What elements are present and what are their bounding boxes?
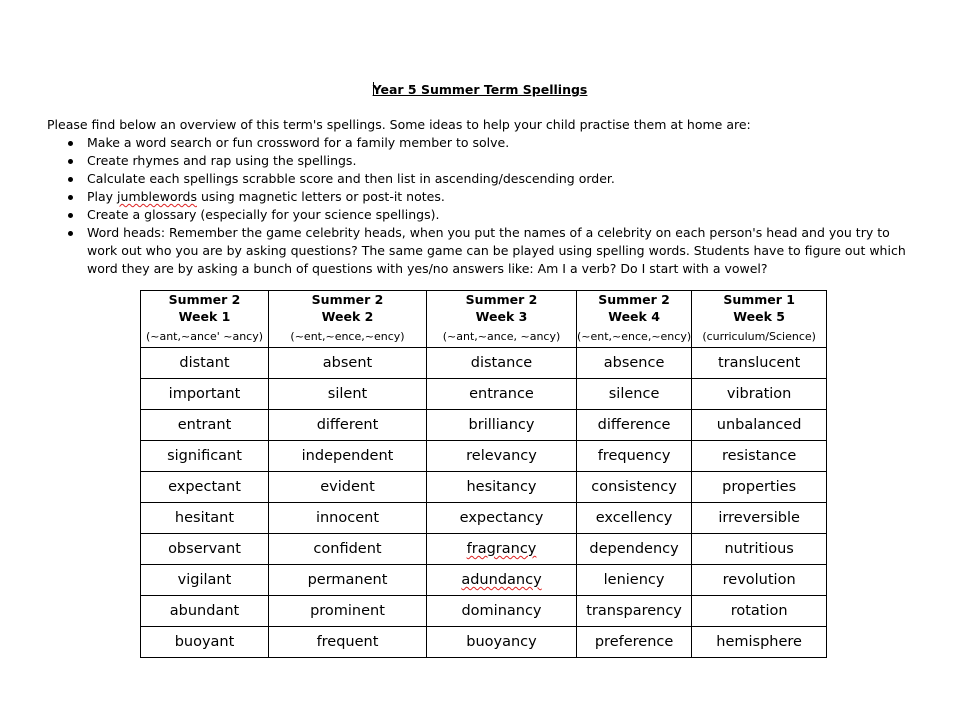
term-label: Summer 2 <box>598 292 670 307</box>
idea-item <box>47 152 917 170</box>
spelling-cell: dependency <box>577 534 692 565</box>
spelling-cell: translucent <box>692 348 827 379</box>
spelling-cell: absence <box>577 348 692 379</box>
table-row <box>141 627 827 658</box>
bullet-icon <box>68 141 73 146</box>
spelling-cell: different <box>269 410 427 441</box>
bullet-icon <box>68 177 73 182</box>
idea-item <box>47 206 917 224</box>
bullet-icon <box>68 213 73 218</box>
spelling-cell: innocent <box>269 503 427 534</box>
idea-text: Calculate each spellings scrabble score and then list in ascending/descending order. <box>87 171 615 186</box>
term-label: Summer 2 <box>168 292 241 307</box>
spelling-cell: buoyant <box>141 627 269 658</box>
bullet-icon <box>68 195 73 200</box>
spelling-cell: transparency <box>577 596 692 627</box>
idea-text: Play <box>87 189 118 204</box>
spelling-cell: entrance <box>427 379 577 410</box>
idea-text: Create a glossary (especially for your science spellings). <box>87 207 440 222</box>
header-row <box>141 291 827 326</box>
term-label: Summer 1 <box>723 292 795 307</box>
table-row <box>141 348 827 379</box>
spelling-cell: vibration <box>692 379 827 410</box>
spelling-cell: entrant <box>141 410 269 441</box>
idea-item <box>47 224 917 278</box>
spelling-cell: expectancy <box>427 503 577 534</box>
spelling-cell: adundancy <box>427 565 577 596</box>
spelling-cell: excellency <box>577 503 692 534</box>
table-row <box>141 472 827 503</box>
spellings-table <box>140 290 827 658</box>
intro-paragraph: Please find below an overview of this term's spellings. Some ideas to help your child practise them at home are: <box>47 117 751 132</box>
idea-text: Create rhymes and rap using the spellings. <box>87 153 357 168</box>
spelling-cell: evident <box>269 472 427 503</box>
term-label: Summer 2 <box>465 292 538 307</box>
spelling-cell: absent <box>269 348 427 379</box>
spelling-cell: rotation <box>692 596 827 627</box>
spelling-cell: silent <box>269 379 427 410</box>
spelling-cell: relevancy <box>427 441 577 472</box>
spelling-cell: dominancy <box>427 596 577 627</box>
spelling-cell: frequency <box>577 441 692 472</box>
spelling-cell: nutritious <box>692 534 827 565</box>
table-row <box>141 534 827 565</box>
term-label: Summer 2 <box>311 292 384 307</box>
spelling-cell: distant <box>141 348 269 379</box>
idea-text: Word heads: Remember the game celebrity heads, when you put the names of a celebrity on each person's head and you try to work out who you are by asking questions? The same game can be played using spelling words. Students have to figure out which word they are by asking a bunch of questions with yes/no answers like: Am I a verb? Do I start with a vowel? <box>87 225 906 276</box>
spelling-cell: frequent <box>269 627 427 658</box>
spelling-cell: consistency <box>577 472 692 503</box>
week-label: Week 5 <box>733 309 785 324</box>
table-row <box>141 565 827 596</box>
spelling-cell: unbalanced <box>692 410 827 441</box>
spelling-cell: irreversible <box>692 503 827 534</box>
spelling-cell: buoyancy <box>427 627 577 658</box>
idea-text: Make a word search or fun crossword for a family member to solve. <box>87 135 510 150</box>
week-label: Week 2 <box>321 309 374 324</box>
spelling-cell: confident <box>269 534 427 565</box>
table-row <box>141 503 827 534</box>
title-text: Year 5 Summer Term Spellings <box>372 82 588 97</box>
bullet-icon <box>68 159 73 164</box>
pattern-cell: (~ent,~ence,~ency) <box>577 325 692 348</box>
spelling-cell: important <box>141 379 269 410</box>
week-label: Week 4 <box>608 309 660 324</box>
spellings-body <box>141 348 827 658</box>
spelling-cell: fragrancy <box>427 534 577 565</box>
spelling-cell: hesitant <box>141 503 269 534</box>
bullet-icon <box>68 231 73 236</box>
spelling-cell: permanent <box>269 565 427 596</box>
pattern-cell: (~ant,~ance' ~ancy) <box>141 325 269 348</box>
idea-item <box>47 188 917 206</box>
pattern-cell: (~ent,~ence,~ency) <box>269 325 427 348</box>
table-row <box>141 441 827 472</box>
spelling-cell: significant <box>141 441 269 472</box>
spelling-cell: observant <box>141 534 269 565</box>
idea-item <box>47 134 917 152</box>
spelling-cell: properties <box>692 472 827 503</box>
pattern-row <box>141 325 827 348</box>
column-header <box>692 291 827 326</box>
spelling-cell: abundant <box>141 596 269 627</box>
spelling-cell: preference <box>577 627 692 658</box>
spelling-cell: vigilant <box>141 565 269 596</box>
pattern-cell: (curriculum/Science) <box>692 325 827 348</box>
table-row <box>141 410 827 441</box>
spelling-cell: leniency <box>577 565 692 596</box>
spelling-cell: brilliancy <box>427 410 577 441</box>
spelling-cell: silence <box>577 379 692 410</box>
spelling-cell: prominent <box>269 596 427 627</box>
spelling-cell: difference <box>577 410 692 441</box>
idea-text: using magnetic letters or post-it notes. <box>196 189 445 204</box>
spelling-cell: distance <box>427 348 577 379</box>
spelling-cell: hemisphere <box>692 627 827 658</box>
document-title <box>0 82 960 97</box>
table-row <box>141 379 827 410</box>
spelling-cell: revolution <box>692 565 827 596</box>
week-label: Week 3 <box>475 309 528 324</box>
spelling-cell: hesitancy <box>427 472 577 503</box>
spelling-cell: independent <box>269 441 427 472</box>
week-label: Week 1 <box>178 309 231 324</box>
column-header <box>269 291 427 326</box>
spelling-cell: resistance <box>692 441 827 472</box>
column-header <box>141 291 269 326</box>
ideas-list <box>47 134 917 278</box>
misspelled-word: jumblewords <box>117 189 197 204</box>
spelling-cell: expectant <box>141 472 269 503</box>
idea-item <box>47 170 917 188</box>
column-header <box>577 291 692 326</box>
column-header <box>427 291 577 326</box>
pattern-cell: (~ant,~ance, ~ancy) <box>427 325 577 348</box>
table-row <box>141 596 827 627</box>
